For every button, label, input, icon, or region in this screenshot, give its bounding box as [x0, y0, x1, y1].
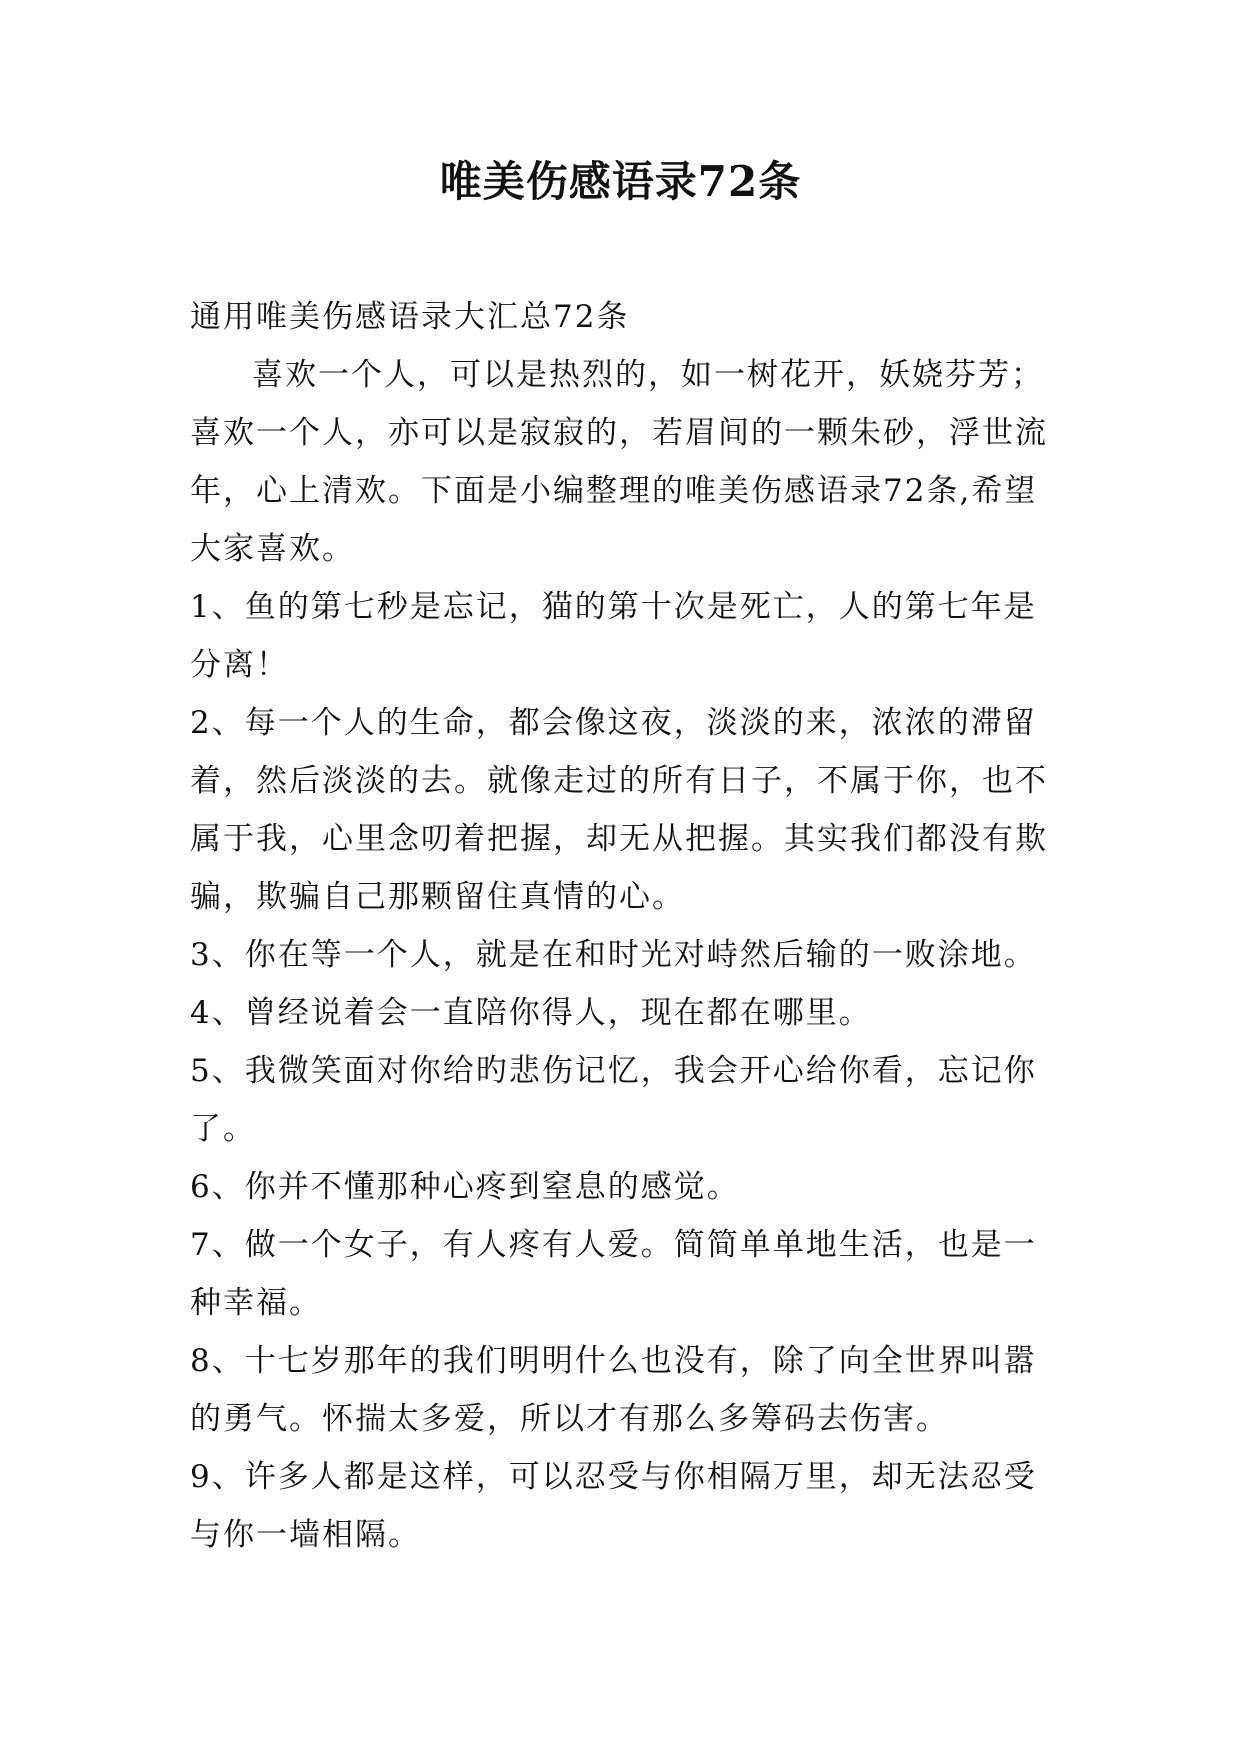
quote-item-5: 5、我微笑面对你给旳悲伤记忆，我会开心给你看，忘记你了。: [190, 1053, 1037, 1147]
quote-item-8: 8、十七岁那年的我们明明什么也没有，除了向全世界叫嚣的勇气。怀揣太多爱，所以才有那么多筹码去伤害。: [190, 1343, 1037, 1437]
document-title: 唯美伤感语录72条: [439, 157, 802, 206]
document-body: [190, 288, 1066, 1564]
quote-item-6: 6、你并不懂那种心疼到窒息的感觉。: [190, 1169, 740, 1205]
quote-item-7: 7、做一个女子，有人疼有人爱。简简单单地生活，也是一种幸福。: [190, 1227, 1037, 1321]
intro-paragraph: 喜欢一个人，可以是热烈的，如一树花开，妖娆芬芳；喜欢一个人，亦可以是寂寂的，若眉间的一颗朱砂，浮世流年，心上清欢。下面是小编整理的唯美伤感语录72条,希望大家喜欢。: [190, 357, 1048, 567]
subtitle-line: 通用唯美伤感语录大汇总72条: [190, 299, 630, 335]
quote-item-2: 2、每一个人的生命，都会像这夜，淡淡的来，浓浓的滞留着，然后淡淡的去。就像走过的所有日子，不属于你，也不属于我，心里念叨着把握，却无从把握。其实我们都没有欺骗，欺骗自己那颗留住真情的心。: [190, 705, 1048, 915]
quote-item-3: 3、你在等一个人，就是在和时光对峙然后输的一败涂地。: [190, 937, 1037, 973]
quote-item-1: 1、鱼的第七秒是忘记，猫的第十次是死亡，人的第七年是分离！: [190, 589, 1037, 683]
quote-item-4: 4、曾经说着会一直陪你得人，现在都在哪里。: [190, 995, 872, 1031]
quote-item-9: 9、许多人都是这样，可以忍受与你相隔万里，却无法忍受与你一墙相隔。: [190, 1459, 1037, 1553]
